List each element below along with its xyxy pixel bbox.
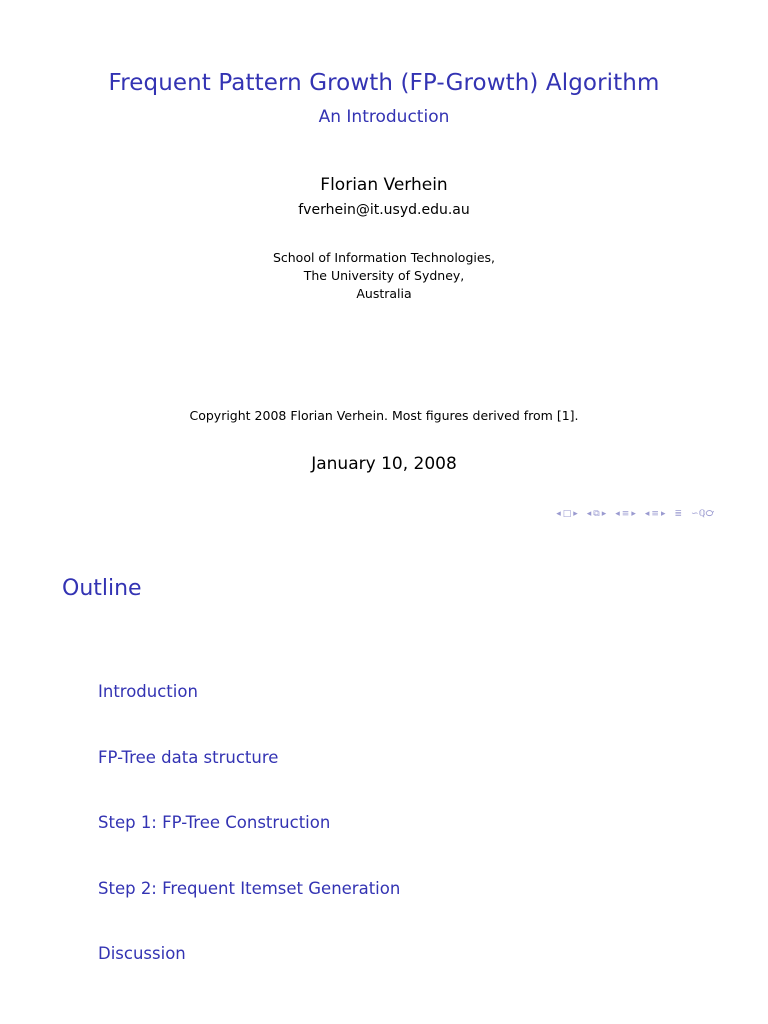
nav-outline-icon[interactable]: ≣ <box>674 509 683 519</box>
outline-list <box>98 678 400 1006</box>
nav-subsubsection-icon[interactable]: ≡ <box>651 509 659 519</box>
nav-frame-next-icon[interactable]: ▸ <box>573 509 578 519</box>
nav-section-icon[interactable]: ≡ <box>621 509 630 519</box>
nav-section-next-icon[interactable]: ▸ <box>631 509 636 519</box>
outline-item-discussion[interactable]: Discussion <box>98 944 186 963</box>
presentation-title: Frequent Pattern Growth (FP-Growth) Algorithm <box>108 70 660 96</box>
nav-subsubsection-next-icon[interactable]: ▸ <box>660 509 666 519</box>
institute-line: School of Information Technologies, <box>272 250 496 265</box>
nav-frame-prev-icon[interactable]: ◂ <box>556 509 561 519</box>
institute-line: The University of Sydney, <box>303 268 465 283</box>
outline-item-frequent-itemset-generation[interactable]: Step 2: Frequent Itemset Generation <box>98 878 401 898</box>
nav-subsubsection-prev-icon[interactable]: ◂ <box>644 509 650 519</box>
institute <box>0 249 768 303</box>
outline-slide <box>0 512 768 1024</box>
nav-frame-icon[interactable]: □ <box>562 509 572 519</box>
beamer-navigation-bar <box>556 509 714 519</box>
presentation-subtitle: An Introduction <box>318 107 450 127</box>
nav-subsection-next-icon[interactable]: ▸ <box>601 509 607 519</box>
outline-item-fp-tree-data-structure[interactable]: FP-Tree data structure <box>98 747 279 767</box>
nav-subsection-icon[interactable]: ⧉ <box>593 509 600 519</box>
author-email: fverhein@it.usyd.edu.au <box>298 202 470 218</box>
nav-section-prev-icon[interactable]: ◂ <box>615 509 620 519</box>
outline-title: Outline <box>62 576 142 601</box>
outline-item-introduction[interactable]: Introduction <box>98 682 198 701</box>
institute-line: Australia <box>356 286 412 301</box>
presentation-date: January 10, 2008 <box>311 454 457 474</box>
outline-item-fp-tree-construction[interactable]: Step 1: FP-Tree Construction <box>98 813 331 832</box>
nav-subsection-prev-icon[interactable]: ◂ <box>586 509 592 519</box>
author-name: Florian Verhein <box>320 175 448 195</box>
copyright-notice: Copyright 2008 Florian Verhein. Most figures derived from [1]. <box>189 408 579 423</box>
nav-search-icon[interactable]: ∽ℚ℺ <box>691 509 714 519</box>
